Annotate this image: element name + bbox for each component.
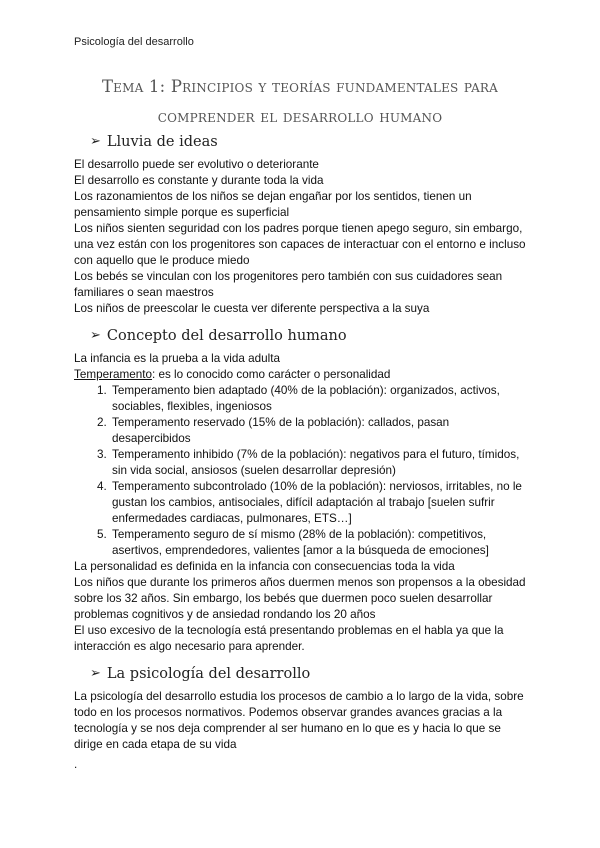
list-item: 2. Temperamento reservado (15% de la población): callados, pasan desapercibidos — [110, 415, 530, 447]
paragraph: Los niños de preescolar le cuesta ver diferente perspectiva a la suya — [74, 302, 430, 315]
page-header: Psicología del desarrollo — [74, 36, 194, 48]
section-heading-text: Concepto del desarrollo humano — [106, 328, 347, 344]
arrow-bullet-icon: ➢ — [90, 328, 101, 343]
paragraph: Los bebés se vinculan con los progenitores pero también con sus cuidadores sean familiares o sean maestros — [74, 270, 503, 299]
list-item: 1. Temperamento bien adaptado (40% de la población): organizados, activos, sociables, flexibles, ingeniosos — [110, 383, 530, 415]
definition-paragraph — [74, 367, 530, 383]
paragraph: La infancia es la prueba a la vida adulta — [74, 352, 280, 365]
paragraph: El uso excesivo de la tecnología está presentando problemas en el habla ya que la interacción es algo necesario para aprender. — [74, 624, 504, 653]
section-heading-psicologia — [90, 664, 530, 684]
temperament-list — [74, 383, 530, 559]
document-body — [74, 132, 530, 773]
list-item: 5. Temperamento seguro de sí mismo (28% de la población): competitivos, asertivos, emprendedores, valientes [amor a la búsqueda de emociones] — [110, 527, 530, 559]
term-underlined: Temperamento — [74, 368, 152, 381]
paragraph: El desarrollo puede ser evolutivo o deteriorante — [74, 158, 319, 171]
list-item: 4. Temperamento subcontrolado (10% de la población): nerviosos, irritables, no le gustan los cambios, antisociales, difícil adaptación al trabajo [suelen sufrir enfermedades cardiacas, pulmonares, ETS…] — [110, 479, 530, 527]
arrow-bullet-icon: ➢ — [90, 134, 101, 149]
paragraph: Los niños que durante los primeros años duermen menos son propensos a la obesidad sobre los 32 años. Sin embargo, los bebés que duermen poco suelen desarrollar problemas cognitivos y de ansiedad rondando los 20 años — [74, 576, 526, 621]
paragraph: Los niños sienten seguridad con los padres porque tienen apego seguro, sin embargo, una vez están con los progenitores son capaces de interactuar con el entorno e incluso con aquello que le produce miedo — [74, 222, 526, 267]
paragraph: La psicología del desarrollo estudia los procesos de cambio a lo largo de la vida, sobre todo en los procesos normativos. Podemos observar grandes avances gracias a la tecnología y se nos deja comprender al ser humano en lo que es y hacia lo que se dirige en cada etapa de su vida — [74, 690, 524, 751]
section-heading-concepto — [90, 326, 530, 346]
paragraph: Los razonamientos de los niños se dejan engañar por los sentidos, tienen un pensamiento simple porque es superficial — [74, 190, 472, 219]
section-heading-lluvia — [90, 132, 530, 152]
section-heading-text: Lluvia de ideas — [106, 134, 218, 150]
arrow-bullet-icon: ➢ — [90, 666, 101, 681]
section-heading-text: La psicología del desarrollo — [106, 666, 311, 682]
list-item: 3. Temperamento inhibido (7% de la población): negativos para el futuro, tímidos, sin vida social, ansiosos (suelen desarrollar depresión) — [110, 447, 530, 479]
trailing-dot: . — [74, 758, 78, 771]
term-definition: : es lo conocido como carácter o personalidad — [151, 368, 391, 381]
paragraph: El desarrollo es constante y durante toda la vida — [74, 174, 324, 187]
paragraph: La personalidad es definida en la infancia con consecuencias toda la vida — [74, 560, 455, 573]
document-title: Tema 1: Principios y teorías fundamentales para comprender el desarrollo humano — [101, 77, 499, 126]
